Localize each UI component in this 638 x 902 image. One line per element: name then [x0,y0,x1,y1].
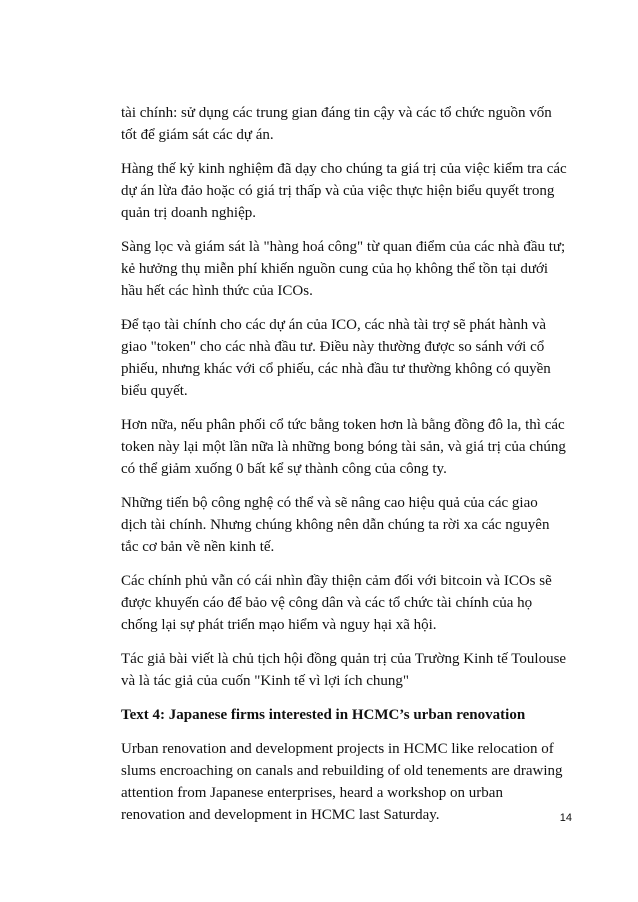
paragraph-6: Những tiến bộ công nghệ có thể và sẽ nâng cao hiệu quả của các giao dịch tài chính. Nhưng chúng không nên dẫn chúng ta rời xa các nguyên tắc cơ bản về nền kinh tế. [121,495,550,555]
page-body [121,102,567,838]
page-number: 14 [559,812,572,824]
paragraph-4: Để tạo tài chính cho các dự án của ICO, các nhà tài trợ sẽ phát hành và giao "token" cho các nhà đầu tư. Điều này thường được so sánh với cổ phiếu, nhưng khác với cổ phiếu, các nhà đầu tư thường không có quyền biểu quyết. [121,317,551,399]
paragraph-2: Hàng thế kỷ kinh nghiệm đã dạy cho chúng ta giá trị của việc kiểm tra các dự án lừa đảo hoặc có giá trị thấp và của việc thực hiện biểu quyết trong quản trị doanh nghiệp. [121,161,567,221]
section-heading: Text 4: Japanese firms interested in HCMC’s urban renovation [121,707,526,723]
paragraph-8: Tác giả bài viết là chủ tịch hội đồng quản trị của Trường Kinh tế Toulouse và là tác giả của cuốn "Kinh tế vì lợi ích chung" [121,651,567,689]
paragraph-7: Các chính phủ vẫn có cái nhìn đầy thiện cảm đối với bitcoin và ICOs sẽ được khuyến cáo để bảo vệ công dân và các tổ chức tài chính của họ chống lại sự phát triển mạo hiểm và nguy hại xã hội. [121,573,552,633]
paragraph-3: Sàng lọc và giám sát là "hàng hoá công" từ quan điểm của các nhà đầu tư; kẻ hưởng thụ miễn phí khiến nguồn cung của họ không thể tồn tại dưới hầu hết các hình thức của ICOs. [121,239,566,299]
paragraph-5: Hơn nữa, nếu phân phối cổ tức bằng token hơn là bằng đồng đô la, thì các token này lại một lần nữa là những bong bóng tài sản, và giá trị của chúng có thể giảm xuống 0 bất kể sự thành công của công ty. [121,417,566,477]
paragraph-1: tài chính: sử dụng các trung gian đáng tin cậy và các tổ chức nguồn vốn tốt để giám sát các dự án. [121,105,552,143]
paragraph-final: Urban renovation and development projects in HCMC like relocation of slums encroaching on canals and rebuilding of old tenements are drawing attention from Japanese enterprises, heard a workshop on urban renovation and development in HCMC last Saturday. [121,741,563,823]
